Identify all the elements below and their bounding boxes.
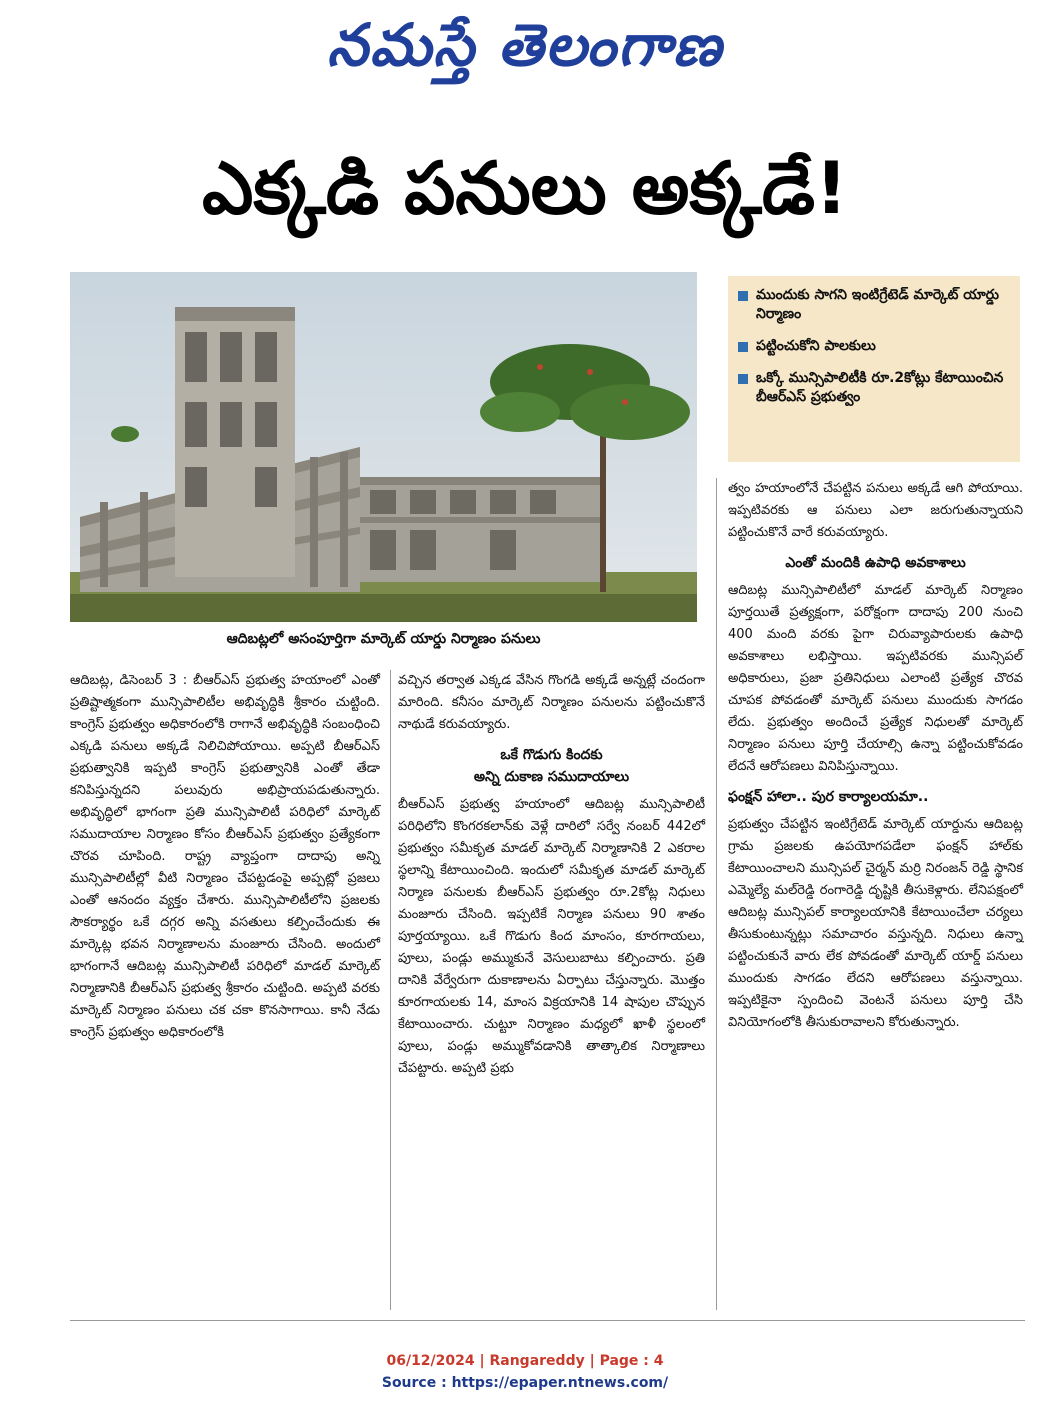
source-link[interactable]: Source : https://epaper.ntnews.com/ — [381, 1375, 669, 1391]
article-headline: ఎక్కడి పనులు అక్కడే! — [202, 146, 848, 230]
article-column-3 — [728, 478, 1023, 1034]
highlight-text: ముందుకు సాగని ఇంటిగ్రేటెడ్‌ మార్కెట్‌ యార్డు నిర్మాణం — [756, 287, 999, 322]
article-column-2 — [398, 670, 705, 1080]
body-paragraph: బీఆర్‌ఎస్‌ ప్రభుత్వ హయాంలో ఆదిబట్ల మున్సిపాలిటీ పరిధిలోని కొంగరకలాన్‌కు వెళ్లే దారిలో సర్వే నంబర్‌ 442లో ప్రభుత్వం సమీకృత మాడల్‌ మార్కెట్‌ నిర్మాణానికి 2 ఎకరాల స్థలాన్ని కేటాయించింది. ఇందులో సమీకృత మాడల్‌ మార్కెట్‌ నిర్మాణ పనులకు బీఆర్‌ఎస్‌ ప్రభుత్వం రూ.2కోట్ల నిధులు మంజూరు చేసింది. ఇప్పటికే నిర్మాణ పనులు 90 శాతం పూర్తయ్యాయి. ఒకే గొడుగు కింద మాంసం, కూరగాయలు, పూలు, పండ్లు అమ్ముకునే వెసులుబాటు కల్పించారు. ప్రతి దానికి వేర్వేరుగా దుకాణాలను ఏర్పాటు చేస్తున్నారు. మొత్తం కూరగాయలకు 14, మాంస విక్రయానికి 14 షాపుల చొప్పున కేటాయించారు. చుట్టూ నిర్మాణం మధ్యలో ఖాళీ స్థలంలో పూలు, పండ్లు అమ్ముకోవడానికి తాత్కాలిక నిర్మాణాలు చేపట్టారు. అప్పటి ప్రభు — [398, 797, 705, 1076]
edition-info: 06/12/2024 | Rangareddy | Page : 4 — [386, 1353, 664, 1369]
square-bullet-icon — [738, 291, 748, 301]
highlight-item — [738, 369, 1010, 407]
body-paragraph: త్వం హయాంలోనే చేపట్టిన పనులు అక్కడే ఆగి పోయాయి. ఇప్పటివరకు ఆ పనులు ఎలా జరుగుతున్నాయని పట్టించుకొనే వారే కరువయ్యారు. — [728, 481, 1023, 540]
highlights-box — [728, 276, 1020, 462]
subheading — [398, 744, 705, 788]
page-footer — [0, 1350, 1050, 1394]
highlight-text: ఒక్కో మున్సిపాలిటీకి రూ.2కోట్లు కేటాయించిన బీఆర్‌ఎస్‌ ప్రభుత్వం — [756, 370, 1004, 405]
article-photo — [70, 272, 697, 622]
body-paragraph: వచ్చిన తర్వాత ఎక్కడ వేసిన గొంగడి అక్కడే అన్నట్లే చందంగా మారింది. కనీసం మార్కెట్‌ నిర్మాణం పనులను పట్టించుకొనే నాథుడే కరువయ్యారు. — [398, 673, 705, 732]
highlight-item — [738, 337, 1010, 356]
subheading: ఫంక్షన్‌ హాలా.. పుర కార్యాలయమా.. — [728, 789, 929, 805]
article-column-1 — [70, 670, 380, 1044]
photo-caption: ఆదిబట్లలో అసంపూర్తిగా మార్కెట్‌ యార్డు నిర్మాణం పనులు — [226, 631, 541, 647]
subheading: ఎంతో మందికి ఉపాధి అవకాశాలు — [785, 555, 966, 571]
square-bullet-icon — [738, 342, 748, 352]
footer-rule — [70, 1320, 1025, 1321]
subheading-line: ఒకే గొడుగు కిందకు — [500, 747, 603, 763]
newspaper-masthead: నమస్తే తెలంగాణ — [327, 11, 723, 79]
body-paragraph: ప్రభుత్వం చేపట్టిన ఇంటిగ్రేటెడ్‌ మార్కెట్‌ యార్డును ఆదిబట్ల గ్రామ ప్రజలకు ఉపయోగపడేలా ఫంక్షన్‌ హాల్‌కు కేటాయించాలని మున్సిపల్‌ చైర్మన్‌ మర్రి నిరంజన్‌ రెడ్డి స్థానిక ఎమ్మెల్యే మల్‌రెడ్డి రంగారెడ్డి దృష్టికి తీసుకెళ్లారు. లేనిపక్షంలో ఆదిబట్ల మున్సిపల్‌ కార్యాలయానికి కేటాయించేలా చర్యలు తీసుకుంటున్నట్లు సమాచారం వస్తున్నది. నిధులు ఉన్నా పట్టించుకునే వారు లేక పోవడంతో మార్కెట్‌ యార్డ్‌ పనులు ముందుకు సాగడం లేదని ఆరోపణలు వస్తున్నాయి. ఇప్పటికైనా స్పందించి వెంటనే పనులు పూర్తి చేసి వినియోగంలోకి తీసుకురావాలని కోరుతున్నారు. — [728, 817, 1023, 1030]
highlight-text: పట్టించుకోని పాలకులు — [756, 338, 876, 354]
subheading-line: అన్ని దుకాణ సముదాయాలు — [473, 769, 630, 785]
column-divider — [390, 670, 391, 1310]
highlight-item — [738, 286, 1010, 324]
square-bullet-icon — [738, 374, 748, 384]
construction-site-illustration — [70, 272, 697, 622]
column-divider — [716, 478, 717, 1310]
body-paragraph: ఆదిబట్ల, డిసెంబర్‌ 3 : బీఆర్‌ఎస్‌ ప్రభుత్వ హయాంలో ఎంతో ప్రతిష్టాత్మకంగా మున్సిపాలిటీల అభివృద్ధికి శ్రీకారం చుట్టింది. కాంగ్రెస్‌ ప్రభుత్వం అధికారంలోకి రాగానే అభివృద్ధికి సంబంధించి ఎక్కడి పనులు అక్కడే నిలిచిపోయాయి. అప్పటి బీఆర్‌ఎస్‌ ప్రభుత్వానికి ఇప్పటి కాంగ్రెస్‌ ప్రభుత్వానికి ఎంతో తేడా కనిపిస్తున్నదని పలువురు అభిప్రాయపడుతున్నారు. అభివృద్ధిలో భాగంగా ప్రతి మున్సిపాలిటీ పరిధిలో మార్కెట్‌ సముదాయాల నిర్మాణం కోసం బీఆర్‌ఎస్‌ ప్రభుత్వం ప్రత్యేకంగా చొరవ చూపింది. రాష్ట్ర వ్యాప్తంగా దాదాపు అన్ని మున్సిపాలిటీల్లో వీటి నిర్మాణం చేపట్టడంపై అప్పట్లో ప్రజలు ఎంతో ఆనందం వ్యక్తం చేశారు. మున్సిపాలిటీలోని ప్రజలకు సౌకర్యార్థం ఒకే దగ్గర అన్ని వసతులు కల్పించేందుకు ఈ మార్కెట్ల భవన నిర్మాణాలను మంజూరు చేసింది. అందులో భాగంగానే ఆదిబట్ల మున్సిపాలిటీ పరిధిలో మాడల్‌ మార్కెట్‌ నిర్మాణానికి బీఆర్‌ఎస్‌ ప్రభుత్వ శ్రీకారం చుట్టింది. అప్పటి వరకు మార్కెట్‌ నిర్మాణం పనులు చక చకా కొనసాగాయి. కానీ నేడు కాంగ్రెస్‌ ప్రభుత్వం అధికారంలోకి — [70, 673, 380, 1040]
body-paragraph: ఆదిబట్ల మున్సిపాలిటీలో మాడల్‌ మార్కెట్‌ నిర్మాణం పూర్తయితే ప్రత్యక్షంగా, పరోక్షంగా దాదాపు 200 నుంచి 400 మంది వరకు పైగా చిరువ్యాపారులకు ఉపాధి అవకాశాలు లభిస్తాయి. ఇప్పటివరకు మున్సిపల్‌ అధికారులు, ప్రజా ప్రతినిధులు ఎలాంటి ప్రత్యేక చొరవ చూపక పోవడంతో మార్కెట్‌ పనులు ముందుకు సాగడం లేదు. ప్రభుత్వం అందించే ప్రత్యేక నిధులతో మార్కెట్‌ నిర్మాణం పనులు పూర్తి చేయాల్సి ఉన్నా పట్టించుకోవడం లేదనే ఆరోపణలు వినిపిస్తున్నాయి. — [728, 583, 1023, 774]
